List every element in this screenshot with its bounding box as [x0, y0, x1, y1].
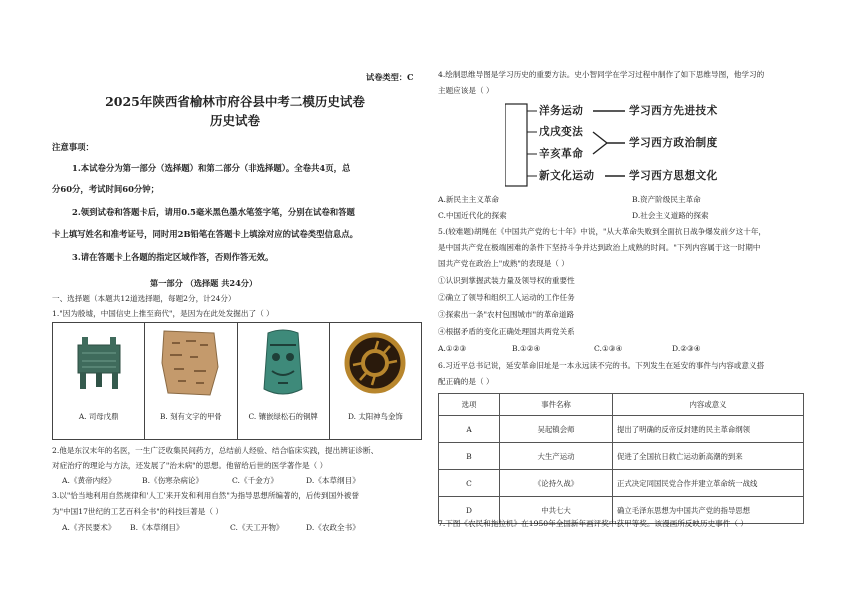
mindmap-right-item: 学习西方思想文化 [629, 170, 718, 182]
q1-option-d: D. 太阳神鸟金饰 [348, 412, 403, 421]
mindmap-right-item: 学习西方先进技术 [629, 105, 718, 117]
q4-line: 主题应该是（ ） [438, 86, 494, 95]
notice-line: 分60分，考试时间60分钟； [52, 184, 160, 194]
q6-table [438, 393, 804, 524]
table-cell: C [439, 470, 500, 497]
mindmap-left-item: 新文化运动 [539, 170, 595, 182]
q6-line: 6.习近平总书记说，延安革命旧址是一本永远读不完的书。下列发生在延安的事件与内容或意义搭 [438, 361, 765, 370]
table-header: 事件名称 [500, 394, 613, 416]
q2-line: 2.他是东汉末年的名医，一生广泛收集民间药方，总结前人经验、结合临床实践，提出辨证诊断、 [52, 446, 379, 455]
q1-stem: 1."因为殷墟，中国信史上推至商代"，是因为在此处发掘出了（ ） [52, 309, 274, 318]
table-cell: 吴起镇会师 [500, 416, 613, 443]
table-header: 内容或意义 [613, 394, 804, 416]
table-cell: 正式决定同国民党合作并建立革命统一战线 [613, 470, 804, 497]
q1-option-c-cell [237, 323, 329, 440]
notice-line: 1.本试卷分为第一部分（选择题）和第二部分（非选择题）。全卷共4页，总 [72, 163, 351, 173]
q5-line: 5.(较难题)胡绳在《中国共产党的七十年》中说，"从大革命失败到全面抗日战争爆发前夕这十年， [438, 227, 767, 236]
q5-line: 是中国共产党在极端困难的条件下坚持斗争并达到政治上成熟的时间。"下列内容属于这一时期中 [438, 243, 761, 252]
notice-line: 3.请在答题卡上各题的指定区域作答，否则作答无效。 [72, 252, 274, 262]
part1-heading: 第一部分 （选择题 共24分） [150, 278, 258, 288]
table-cell: 提出了明确的反帝反封建的民主革命纲领 [613, 416, 804, 443]
turquoise-plaque-image [248, 327, 318, 399]
paper-type: 试卷类型：C [366, 72, 414, 82]
mindmap-right-item: 学习西方政治制度 [629, 137, 718, 149]
q4-option: B.资产阶级民主革命 [632, 195, 701, 204]
table-cell: B [439, 443, 500, 470]
exam-subtitle: 历史试卷 [209, 113, 260, 128]
table-header-row [439, 394, 804, 416]
table-cell: D [439, 497, 500, 524]
q3-option: B.《本草纲目》 [130, 523, 184, 532]
q6-line: 配正确的是（ ） [438, 377, 494, 386]
table-cell: 中共七大 [500, 497, 613, 524]
q1-option-b-cell [145, 323, 237, 440]
table-row [439, 443, 804, 470]
q5-line: 国共产党在政治上"成熟"的表现是（ ） [438, 259, 569, 268]
q5-option: A.①②③ [438, 344, 467, 353]
q4-line: 4.绘制思维导图是学习历史的重要方法。史小智同学在学习过程中制作了如下思维导图，他学习的 [438, 70, 765, 79]
q7-line: 7.下图《农民和拖拉机》在1950年全国新年画评奖中获甲等奖。该漫画所反映历史事件（ ） [438, 519, 748, 528]
mindmap-left-item: 洋务运动 [539, 105, 584, 117]
part1-instruction: 一、选择题（本题共12道选择题，每题2分，计24分） [52, 294, 236, 303]
q3-option: D.《农政全书》 [306, 523, 360, 532]
q4-option: D.社会主义道路的探索 [632, 211, 709, 220]
table-cell: A [439, 416, 500, 443]
q5-item: ②确立了领导和组织工人运动的工作任务 [438, 293, 575, 302]
q5-item: ①认识到掌握武装力量及领导权的重要性 [438, 276, 575, 285]
notice-heading: 注意事项： [52, 142, 94, 152]
q1-option-a-cell [53, 323, 145, 440]
q1-image-table [52, 322, 422, 440]
table-row [439, 470, 804, 497]
q1-option-d-cell [329, 323, 421, 440]
q5-option: D.②③④ [672, 344, 701, 353]
table-cell: 促进了全国抗日救亡运动新高潮的到来 [613, 443, 804, 470]
bronze-ding-image [64, 327, 134, 399]
q4-mindmap [505, 102, 795, 192]
q2-option: C.《千金方》 [232, 476, 278, 485]
notice-line: 卡上填写姓名和准考证号，同时用2B铅笔在答题卡上填涂对应的试卷类型信息点。 [52, 229, 359, 239]
q4-option: C.中国近代化的探索 [438, 211, 507, 220]
q3-option: C.《天工开物》 [230, 523, 284, 532]
q3-line: 为"中国17世纪的工艺百科全书"的科技巨著是（ ） [52, 507, 223, 516]
notice-line: 2.领到试卷和答题卡后，请用0.5毫米黑色墨水笔签字笔，分别在试卷和答题 [72, 207, 355, 217]
q5-option: B.①②④ [512, 344, 541, 353]
q1-option-a: A. 司母戊鼎 [78, 412, 119, 421]
table-row [439, 416, 804, 443]
q4-option: A.新民主主义革命 [438, 195, 500, 204]
q3-option: A.《齐民要术》 [62, 523, 116, 532]
q2-line: 对症治疗的理论与方法，还发展了"治未病"的思想。他留给后世的医学著作是（ ） [52, 461, 328, 470]
exam-title: 2025年陕西省榆林市府谷县中考二模历史试卷 [105, 94, 365, 109]
q2-option: D.《本草纲目》 [306, 476, 360, 485]
q5-item: ④根据矛盾的变化正确处理国共两党关系 [438, 327, 575, 336]
q3-line: 3.以"恰当地利用自然规律和'人工'来开发和利用自然"为指导思想所编著的，后传到国外被誉 [52, 491, 359, 500]
q1-option-c: C. 镶嵌绿松石的铜牌 [248, 412, 318, 421]
mindmap-left-item: 辛亥革命 [539, 148, 584, 160]
q5-option: C.①③④ [594, 344, 623, 353]
q1-option-b: B. 刻有文字的甲骨 [159, 412, 222, 421]
q5-item: ③探索出一条"农村包围城市"的革命道路 [438, 310, 575, 319]
table-cell: 大生产运动 [500, 443, 613, 470]
table-cell: 确立毛泽东思想为中国共产党的指导思想 [613, 497, 804, 524]
q2-option: A.《黄帝内经》 [62, 476, 116, 485]
oracle-bone-image [156, 327, 226, 399]
table-cell: 《论持久战》 [500, 470, 613, 497]
sun-bird-gold-image [340, 327, 410, 399]
mindmap-left-item: 戊戌变法 [539, 126, 584, 138]
table-header: 选项 [439, 394, 500, 416]
q2-option: B.《伤寒杂病论》 [142, 476, 204, 485]
